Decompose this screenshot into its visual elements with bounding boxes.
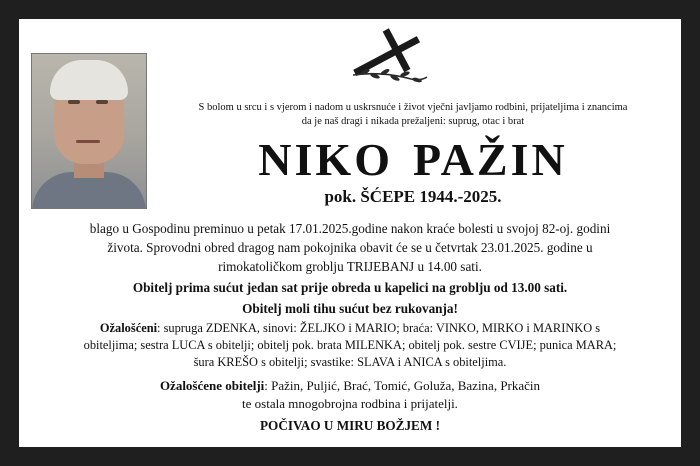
- cross-icon: [341, 27, 431, 85]
- no-handshake-notice: Obitelj moli tihu sućut bez rukovanja!: [242, 301, 458, 316]
- mourners-label: Ožalošćeni: [99, 321, 158, 335]
- first-name: NIKO: [258, 134, 393, 185]
- intro-text: [153, 101, 673, 129]
- deceased-name: [153, 135, 673, 185]
- mourners-line-1: : supruga ZDENKA, sinovi: ŽELJKO i MARIO; braća: VINKO, MIRKO i MARINKO s: [157, 321, 601, 335]
- closing-line: POČIVAO U MIRU BOŽJEM !: [260, 418, 440, 433]
- obituary-card: [19, 19, 681, 447]
- families-label: Ožalošćene obitelji: [159, 378, 265, 393]
- details-line-3: rimokatoličkom groblju TRIJEBANJ u 14.00 sati.: [218, 259, 482, 274]
- mourners-list: [27, 320, 673, 371]
- mourners-line-2: obiteljima; sestra LUCA s obitelji; obitelj pok. brata MILENKA; obitelj pok. sestre CVIJE; punica MARA;: [83, 338, 617, 352]
- last-name: PAŽIN: [412, 134, 568, 185]
- intro-line-1: S bolom u srcu i s vjerom i nadom u uskrsnuće i život vječni javljamo rodbini, prijateljima i znancima: [198, 102, 628, 113]
- death-details: [29, 219, 671, 276]
- father-and-years: pok. ŠĆEPE 1944.-2025.: [324, 187, 502, 206]
- condolence-notice: Obitelj prima sućut jedan sat prije obreda u kapelici na groblju od 13.00 sati.: [132, 280, 568, 295]
- mourners-line-3: šura KREŠO s obitelji; svastike: SLAVA i ANICA s obiteljima.: [193, 355, 507, 369]
- families-list: [29, 377, 671, 413]
- details-line-1: blago u Gospodinu preminuo u petak 17.01.2025.godine nakon kraće bolesti u svojoj 82-oj. godini: [89, 221, 611, 236]
- details-line-2: života. Sprovodni obred dragog nam pokojnika obavit će se u četvrtak 23.01.2025. godine u: [107, 240, 593, 255]
- intro-line-2: da je naš dragi i nikada prežaljeni: suprug, otac i brat: [301, 116, 525, 127]
- families-line-1: : Pažin, Puljić, Brać, Tomić, Goluža, Bazina, Prkačin: [264, 378, 541, 393]
- portrait-photo: [31, 53, 147, 209]
- families-line-2: te ostala mnogobrojna rodbina i prijatelji.: [242, 396, 458, 411]
